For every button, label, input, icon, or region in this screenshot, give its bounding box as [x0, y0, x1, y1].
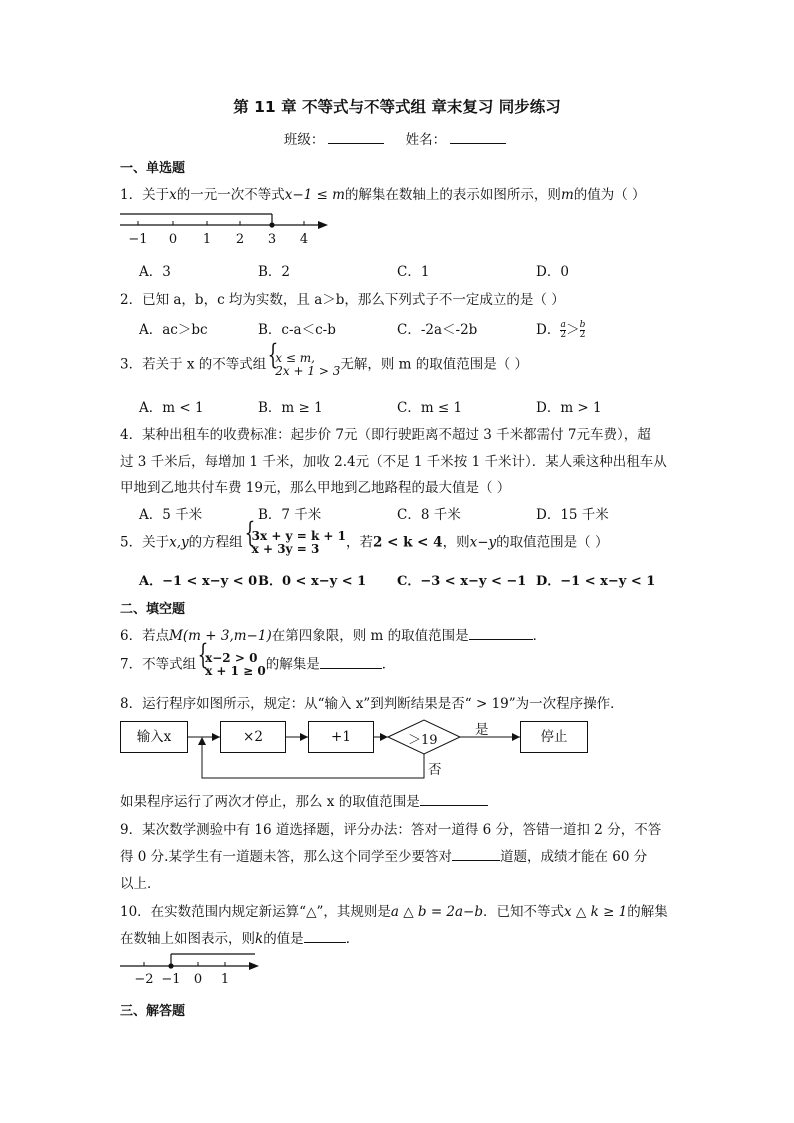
- question-8-followup: [120, 790, 488, 810]
- question-7: [120, 652, 395, 678]
- q3-option-d[interactable]: D．m > 1: [536, 400, 602, 416]
- q6-point: M(m + 3,m−1): [169, 628, 272, 644]
- q5-text: 的取值范围是（ ）: [496, 534, 609, 551]
- question-4-line-2: 过 3 千米后，每增加 1 千米，加收 2.4元（不足 1 千米按 1 千米计）．某人乘这种出租车从: [120, 454, 667, 470]
- q7-answer-blank[interactable]: [320, 655, 382, 669]
- question-3: [120, 352, 528, 378]
- q3-option-c[interactable]: C．m ≤ 1: [397, 400, 463, 416]
- q8-no-label: 否: [428, 762, 442, 778]
- q10-number-line: [115, 950, 265, 990]
- q1-axis-label: 0: [168, 232, 178, 247]
- q1-text: 的值为（ ）: [573, 187, 646, 203]
- q10-answer-blank[interactable]: [304, 929, 346, 943]
- q8-box-input-label: 输入x: [136, 729, 172, 745]
- q1-var-x: x: [169, 187, 177, 203]
- fraction-b-over-2: [580, 321, 586, 340]
- q3-option-b[interactable]: B．m ≥ 1: [258, 400, 323, 416]
- q4-option-c[interactable]: C．8 千米: [397, 507, 461, 523]
- class-blank[interactable]: [328, 130, 384, 144]
- section-single-choice: 一、单选题: [120, 161, 186, 176]
- q2-option-c[interactable]: C．-2a＜-2b: [397, 322, 478, 338]
- question-2: 2．已知 a，b，c 均为实数，且 a＞b，那么下列式子不一定成立的是（ ）: [120, 292, 565, 308]
- question-4-line-3: 甲地到乙地共付车费 19元，那么甲地到乙地路程的最大值是（ ）: [120, 480, 511, 496]
- q1-var-m: m: [560, 187, 574, 203]
- q5-option-c[interactable]: C．−3 < x−y < −1: [397, 574, 527, 589]
- q4-option-a[interactable]: A．5 千米: [139, 507, 203, 523]
- q8-followup-text: 如果程序运行了两次才停止，那么 x 的取值范围是: [120, 794, 420, 810]
- section-solution: 三、解答题: [120, 1004, 186, 1019]
- q8-box-stop: [520, 721, 588, 753]
- q1-axis-label: 3: [267, 232, 277, 247]
- q3-text: 无解，则 m 的取值范围是（ ）: [340, 356, 529, 373]
- q5-text: ，若: [346, 534, 374, 551]
- question-10-line-1: [120, 900, 668, 920]
- q5-option-d[interactable]: D．−1 < x−y < 1: [536, 574, 656, 589]
- question-9-line-3: 以上．: [120, 876, 161, 892]
- q5-system-line: x + 3y = 3: [251, 542, 320, 556]
- q6-text: ．: [532, 628, 547, 644]
- q2-option-a[interactable]: A．ac＞bc: [139, 322, 208, 338]
- fraction-num: b: [579, 320, 586, 330]
- q10-inequality: x △ k ≥ 1: [564, 904, 628, 920]
- q8-decision-label: ＞19: [408, 733, 438, 748]
- question-4-line-1: 4．某种出租车的收费标准：起步价 7元（即行驶距离不超过 3 千米都需付 7元车费），超: [120, 427, 651, 443]
- q5-option-a[interactable]: A．−1 < x−y < 0: [139, 574, 258, 589]
- q8-box-stop-label: 停止: [540, 729, 568, 745]
- question-1: [120, 183, 646, 203]
- q1-text: 1．关于: [120, 187, 170, 203]
- q5-system-line: { 3x + y = k + 1: [251, 529, 347, 543]
- page-title: 第 11 章 不等式与不等式组 章末复习 同步练习: [233, 98, 561, 116]
- fraction-num: a: [560, 320, 566, 330]
- q10-axis-label: 0: [193, 972, 203, 987]
- q10-text: 10．在实数范围内规定新运算“△”，其规则是: [120, 904, 391, 920]
- q1-axis-label: −1: [128, 232, 148, 247]
- q8-answer-blank[interactable]: [420, 792, 488, 806]
- q9-text: 得 0 分.某学生有一道题未答，那么这个同学至少要答对: [120, 849, 452, 865]
- q10-text: 的值是: [263, 931, 304, 947]
- q6-text: 6．若点: [120, 628, 170, 644]
- q6-text: 在第四象限，则 m 的取值范围是: [271, 628, 469, 644]
- q5-condition: 2 < k < 4: [373, 534, 443, 551]
- student-info-line: [0, 128, 794, 148]
- q5-vars: x,y: [169, 534, 189, 551]
- q10-var-k: k: [255, 931, 264, 947]
- q1-inequality: x−1 ≤ m: [284, 187, 345, 203]
- q7-system: [196, 652, 266, 678]
- class-label: 班级：: [283, 132, 325, 148]
- q2-option-b[interactable]: B．c-a＜c-b: [258, 322, 336, 338]
- q10-text: 的解集: [627, 904, 668, 920]
- question-9-line-1: 9．某次数学测验中有 16 道选择题，评分办法：答对一道得 6 分，答错一道扣 2 分，不答: [120, 822, 662, 838]
- name-label: 姓名：: [405, 132, 447, 148]
- q8-box-input: [120, 721, 188, 753]
- q10-axis-label: −1: [161, 972, 181, 987]
- name-blank[interactable]: [450, 130, 506, 144]
- q10-text: ．: [345, 931, 360, 947]
- q3-system: [266, 352, 340, 378]
- q1-option-d[interactable]: D．0: [536, 264, 569, 280]
- q1-axis-label: 1: [202, 232, 212, 247]
- question-10-line-2: [120, 927, 359, 947]
- q7-text: ．: [381, 656, 396, 673]
- q1-text: 的解集在数轴上的表示如图所示，则: [344, 187, 561, 203]
- q10-rule: a △ b = 2a−b: [390, 904, 484, 920]
- q1-axis-label: 2: [235, 232, 245, 247]
- q8-box-plus-1-label: +1: [331, 729, 351, 745]
- q7-system-line: x + 1 ≥ 0: [205, 664, 266, 678]
- question-6: [120, 624, 546, 644]
- question-5: [120, 530, 608, 556]
- gt-sign: ＞: [566, 322, 580, 338]
- q8-box-times-2: [220, 721, 286, 753]
- q7-system-line: { x−2 > 0: [205, 651, 258, 665]
- question-9-line-2: [120, 845, 647, 865]
- q5-text: 5．关于: [120, 534, 170, 551]
- q4-option-b[interactable]: B．7 千米: [258, 507, 322, 523]
- q10-text: ．已知不等式: [483, 904, 565, 920]
- q4-option-d[interactable]: D．15 千米: [536, 507, 609, 523]
- q5-text: ，则: [442, 534, 470, 551]
- q5-text: 的方程组: [188, 534, 243, 551]
- q7-text: 的解集是: [265, 656, 320, 673]
- fraction-den: 2: [579, 330, 586, 340]
- q10-axis-label: 1: [220, 972, 230, 987]
- q9-text: 道题，成绩才能在 60 分: [499, 849, 648, 865]
- question-8: 8．运行程序如图所示，规定：从“输入 x”到判断结果是否“ > 19”为一次程序操作．: [120, 696, 624, 712]
- q8-box-plus-1: [308, 721, 374, 753]
- q3-system-line: { x ≤ m,: [275, 351, 315, 365]
- section-fill-blank: 二、填空题: [120, 602, 186, 617]
- q7-text: 7．不等式组: [120, 656, 197, 673]
- q5-target: x−y: [469, 534, 497, 551]
- q3-text: 3．若关于 x 的不等式组: [120, 356, 267, 373]
- q2-option-d-label: D．: [536, 322, 561, 338]
- q2-option-d[interactable]: [536, 318, 585, 340]
- q10-text: 在数轴上如图表示，则: [120, 931, 255, 947]
- q10-axis-label: −2: [134, 972, 154, 987]
- q3-system-line: 2x + 1 > 3: [275, 364, 341, 378]
- q5-option-b[interactable]: B．0 < x−y < 1: [258, 574, 367, 589]
- q1-option-c[interactable]: C．1: [397, 264, 430, 280]
- q3-option-a[interactable]: A．m < 1: [139, 400, 204, 416]
- q1-axis-label: 4: [299, 232, 309, 247]
- fraction-den: 2: [560, 330, 567, 340]
- q1-option-b[interactable]: B．2: [258, 264, 291, 280]
- q5-system: [243, 530, 346, 556]
- q6-answer-blank[interactable]: [469, 626, 533, 640]
- q8-yes-label: 是: [475, 722, 489, 738]
- q1-option-a[interactable]: A．3: [139, 264, 171, 280]
- q1-number-line: [115, 210, 335, 250]
- q8-box-times-2-label: ×2: [243, 729, 263, 745]
- q1-text: 的一元一次不等式: [176, 187, 285, 203]
- q9-answer-blank[interactable]: [452, 847, 500, 861]
